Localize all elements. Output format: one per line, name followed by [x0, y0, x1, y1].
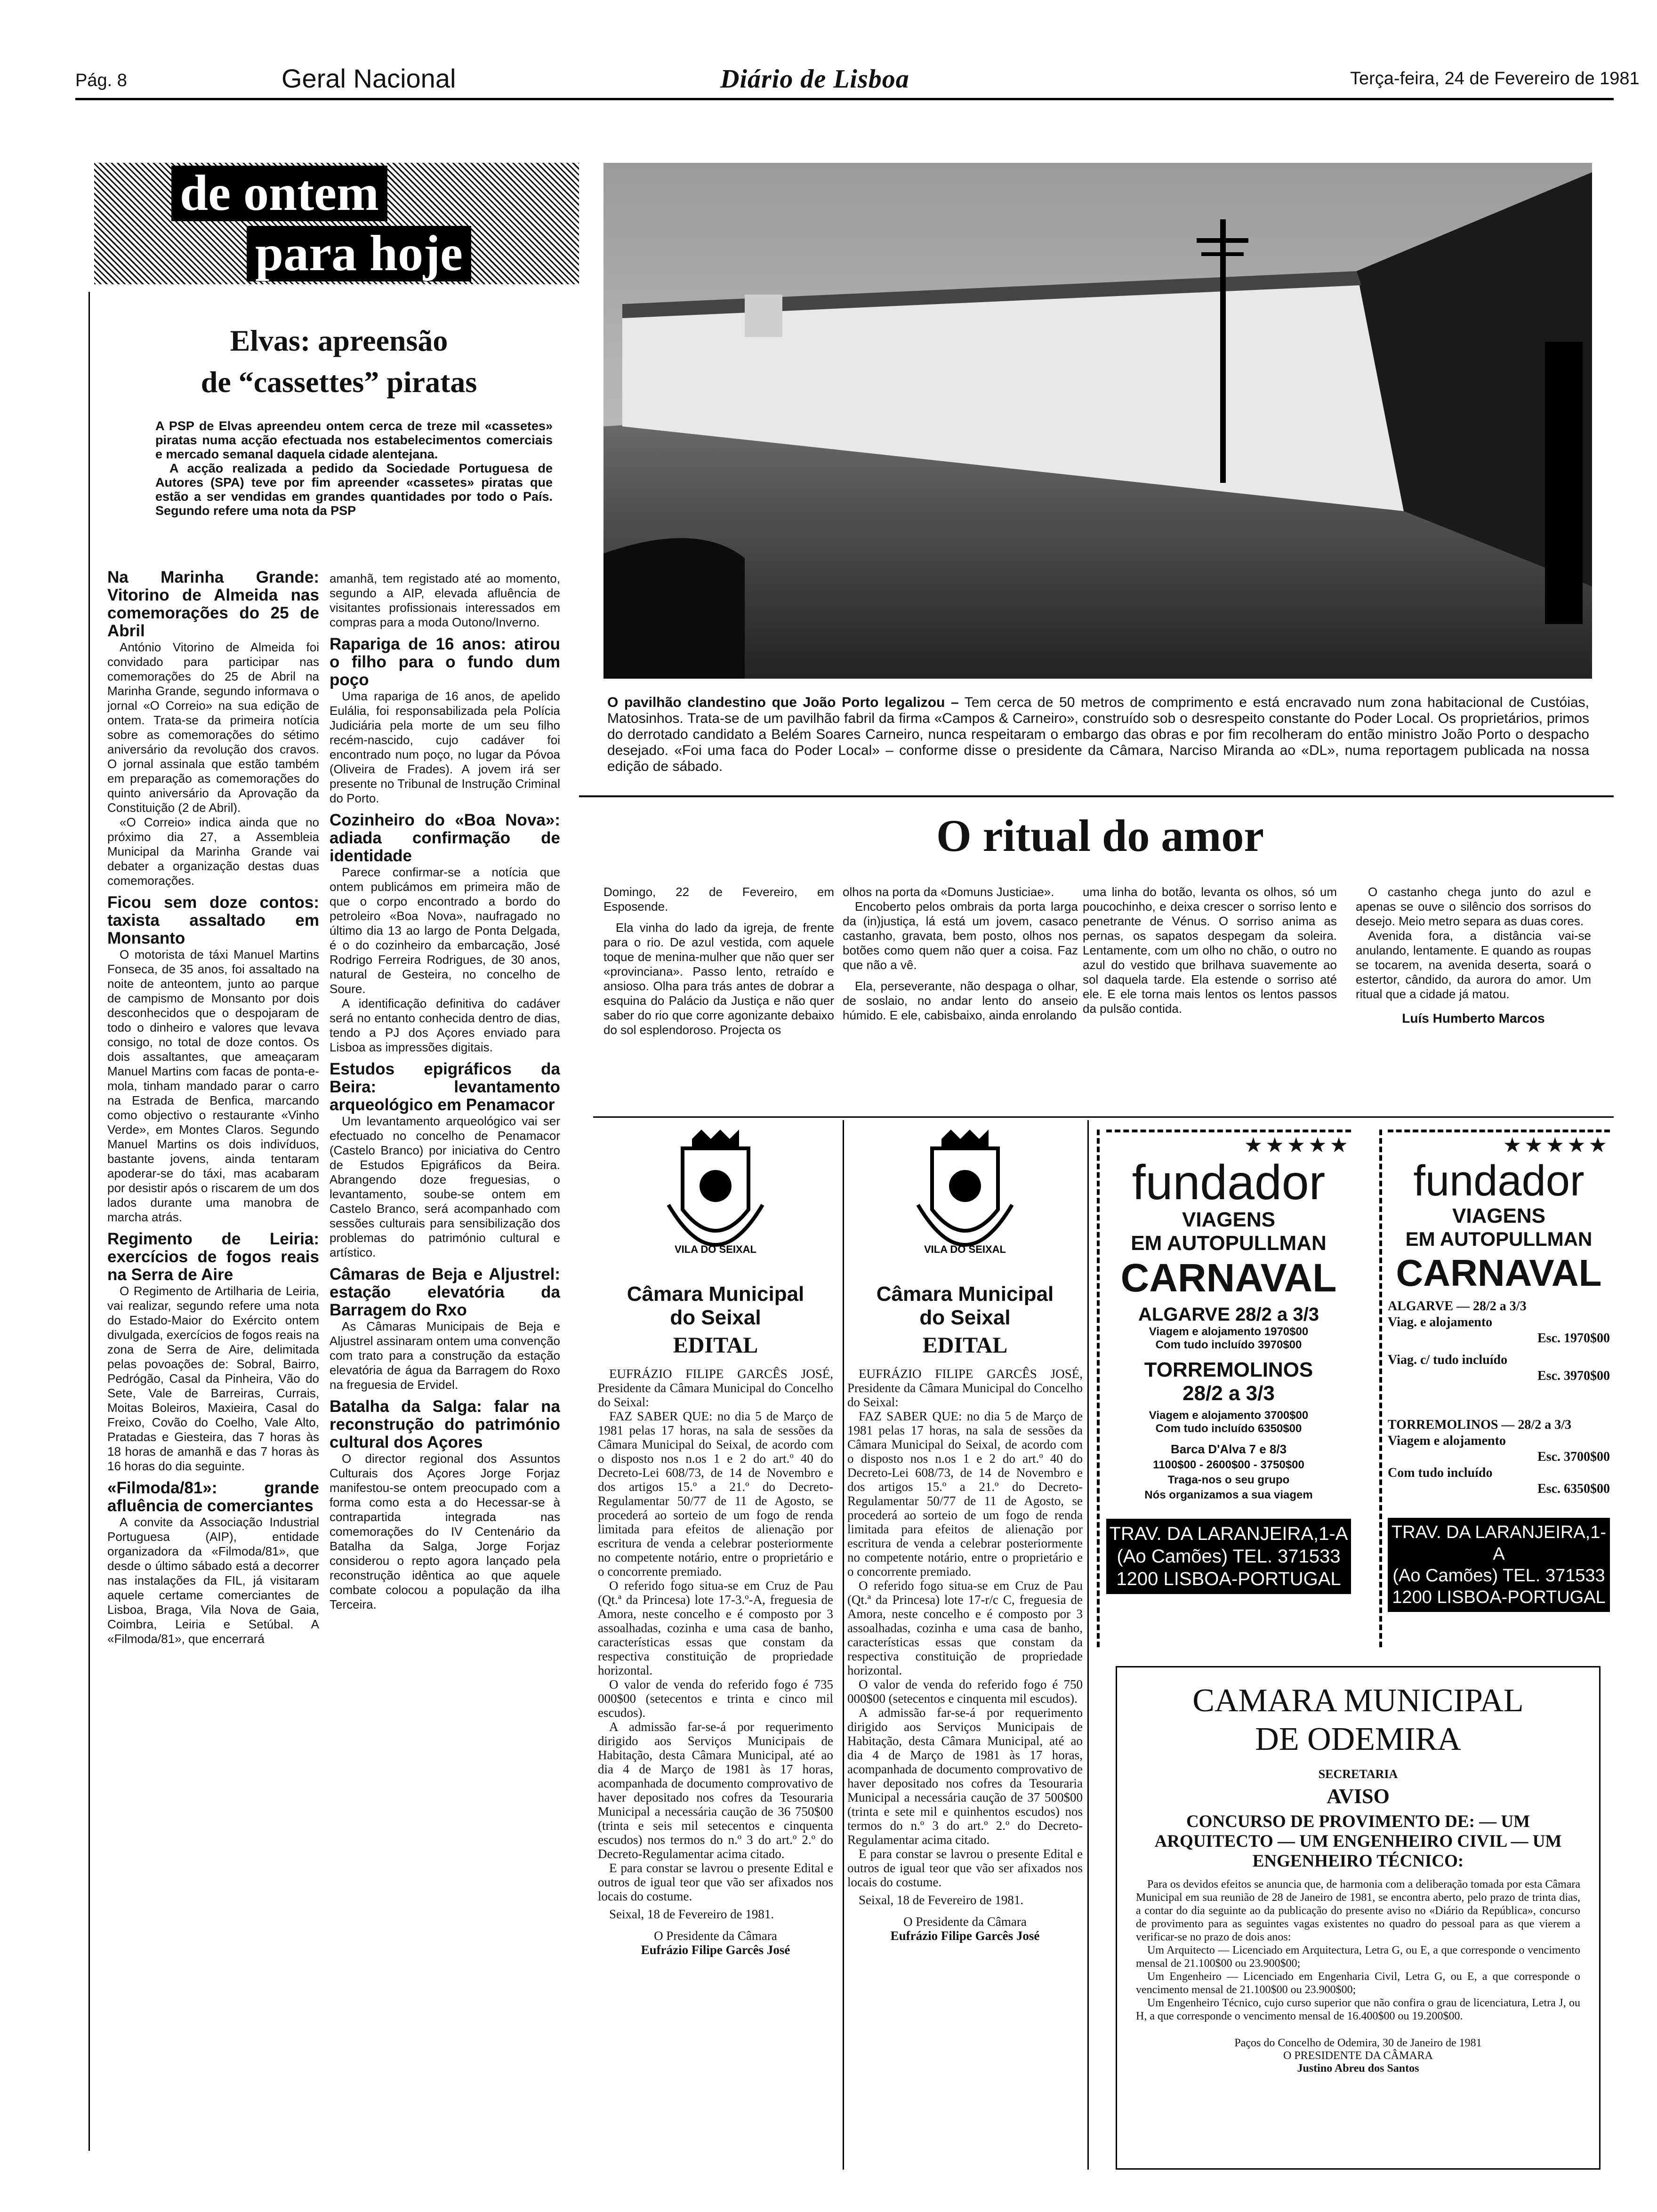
ritual-text: uma linha do botão, levanta os olhos, só um poucochinho, e deixa crescer o sorriso lento e penetrante de Vénus. O sorriso anima as pernas, os sapatos despegam da soleira. Lentamente, com um olho no chão, o outro no azul do vestido que brilhava suavemente ao sol daquela tarde. Ela estende o sorriso até ele. E ele torna mais lentos os lentos passos da pulsão contida.: [1083, 885, 1337, 1016]
odemira-department: SECRETARIA: [1318, 1767, 1398, 1781]
stars-icon: ★★★★★: [1388, 1130, 1610, 1157]
fundador-brand: fundador: [1132, 1155, 1326, 1210]
ritual-text: Ela, perseverante, não despaga o olhar, de soslaio, no andar lento do anseio húmido. E ele, cabisbaixo, ainda enrolando: [843, 979, 1078, 1022]
stars-icon: ★★★★★: [1106, 1130, 1351, 1157]
fundador-line: TORREMOLINOS: [1144, 1358, 1313, 1381]
edital-org-line1: Câmara Municipal: [876, 1282, 1054, 1306]
odemira-aviso: AVISO: [1327, 1785, 1390, 1808]
edital-text: O valor de venda do referido fogo é 750 000$00 (setecentos e cinquenta mil escudos).: [847, 1677, 1083, 1706]
fundador-line: Esc. 3970$00: [1537, 1369, 1610, 1383]
caption-rule: [579, 795, 1614, 797]
edital-signature-title: O Presidente da Câmara: [654, 1929, 777, 1943]
fundador-line: Com tudo incluído: [1388, 1466, 1493, 1480]
edital-org-line1: Câmara Municipal: [627, 1282, 804, 1306]
banner-line2: para hoje: [247, 226, 471, 281]
fundador-line: Barca D'Alva 7 e 8/3: [1170, 1442, 1287, 1456]
article-text: Um levantamento arqueológico vai ser efectuado no concelho de Penamacor (Castelo Branco) por iniciativa do Centro de Estudos Epigráficos da Beira. Abrangendo doze freguesias, o levantamento, soube-se ontem em Castelo Branco, será acompanhado com sessões culturais para sensibilização dos problemas do património cultural e artístico.: [330, 1114, 560, 1259]
seixal-crest-icon: [847, 1130, 1083, 1271]
article-text: António Vitorino de Almeida foi convidado para participar nas comemorações do 25 de Abril na Marinha Grande, segundo informava o jornal «O Correio» na sua edição de ontem. Trata-se da primeira notícia sobre as comemorações do sétimo aniversário da revolução dos cravos. O jornal assinala que estão também em preparação as comemorações do quinto aniversário da Aprovação da Constituição (2 de Abril).: [107, 640, 319, 815]
fundador-address: (Ao Camões) TEL. 371533: [1392, 1566, 1605, 1586]
ritual-text: Domingo, 22 de Fevereiro, em Esposende.: [603, 885, 834, 914]
photo-pavilhao: [603, 163, 1592, 679]
edital-text: O referido fogo situa-se em Cruz de Pau (Qt.ª da Princesa) lote 17-3.º-A, freguesia de Amora, neste concelho e é composto por 3 assoalhadas, cozinha e uma casa de banho, características essas que constam da respectiva constituição de propriedade horizontal.: [598, 1579, 833, 1677]
lead-paragraph-2: A acção realizada a pedido da Sociedade Portuguesa de Autores (SPA) teve por fim apreender «cassetes» piratas que estão a ser vendidas em grandes quantidades por todo o País. Segundo refere uma nota da PSP: [155, 461, 553, 518]
odemira-signature-name: Justino Abreu dos Santos: [1297, 2062, 1419, 2075]
ritual-column-1: [603, 885, 834, 1037]
edital-text: FAZ SABER QUE: no dia 5 de Março de 1981 pelas 17 horas, na sala de sessões da Câmara Municipal do Seixal, de acordo com o disposto nos n.os 1 e 2 do art.º 40 do Decreto-Lei 608/73, de 14 de Novembro e dos artigos 15.º a 21.º do Decreto-Regulamentar 50/77 de 11 de Agosto, se procederá ao sorteio de um fogo de renda limitada para efeitos de alienação por escritura de venda a celebrar posteriormente no competente notário, entre o proprietário e o concorrente premiado.: [847, 1409, 1083, 1579]
photo-caption-text: Tem cerca de 50 metros de comprimento e está encravado num zona habitacional de Custóias, Matosinhos. Trata-se de um pavilhão fabril da firma «Campos & Carneiro», construído sob o desrespeito constante do Poder Local. Os proprietários, primos do derrotado candidato a Belém Soares Carneiro, nunca respeitaram o embargo das obras e por fim recolheram do então ministro João Porto o despacho desejado. «Foi uma faca do Poder Local» – conforme disse o presidente da Câmara, Narciso Miranda ao «DL», numa reportagem publicada na nossa edição de sábado.: [607, 695, 1589, 774]
headline-boa-nova: Cozinheiro do «Boa Nova»: adiada confirmação de identidade: [330, 811, 560, 865]
edital-text: FAZ SABER QUE: no dia 5 de Março de 1981 pelas 17 horas, na sala de sessões da Câmara Municipal do Seixal, de acordo com o disposto nos n.os 1 e 2 do art.º 40 do Decreto-Lei 608/73, de 14 de Novembro e dos artigos 15.º a 21.º do Decreto-Regulamentar 50/77 de 11 de Agosto, se procederá ao sorteio de um fogo de renda limitada para efeitos de alienação por escritura de venda a celebrar posteriormente no competente notário, entre o proprietário e o concorrente premiado.: [598, 1409, 833, 1579]
fundador-address-box: [1388, 1518, 1610, 1612]
news-column-1: [107, 569, 319, 2150]
headline-filmoda: «Filmoda/81»: grande afluência de comerciantes: [107, 1479, 319, 1515]
ritual-author: Luís Humberto Marcos: [1402, 1011, 1545, 1026]
lead-headline: [104, 320, 574, 403]
ritual-column-2: [843, 885, 1078, 1023]
ritual-column-3: [1083, 885, 1337, 1016]
edital-signature-title: O Presidente da Câmara: [903, 1915, 1027, 1929]
edital-date: Seixal, 18 de Fevereiro de 1981.: [859, 1893, 1024, 1907]
article-text: Uma rapariga de 16 anos, de apelido Eulália, foi responsabilizada pela Polícia Judiciária pela morte de um seu filho recém-nascido, cujo cadáver foi encontrado num poço, no lugar da Póvoa (Oliveira de Frades). A jovem irá ser presente no Tribunal de Instrução Criminal do Porto.: [330, 689, 560, 805]
edital-heading: EDITAL: [922, 1333, 1008, 1358]
lead-text: [155, 419, 553, 518]
fundador-line: VIAGENS: [1182, 1208, 1276, 1231]
ritual-text: Ela vinha do lado da igreja, de frente para o rio. De azul vestida, com aquele toque de menina-mulher que não quer ser «provinciana». Passo lento, retraído e ansioso. Olha para trás antes de dobrar a esquina do Palácio da Justiça e não quer saber do rio que corre agonizante debaixo do sol esplendoroso. Projecta os: [603, 921, 834, 1037]
crest-text: VILA DO SEIXAL: [924, 1243, 1006, 1255]
header-rule: [75, 98, 1614, 100]
edital-org-line2: do Seixal: [919, 1306, 1011, 1329]
article-text: Parece confirmar-se a notícia que ontem publicámos em primeira mão de que o corpo encontrado a bordo do petroleiro «Boa Nova», naufragado no último dia 13 ao largo de Ponta Delgada, é o do cozinheiro da embarcação, José Rodrigo Ferreira Rodrigues, de 30 anos, natural de Gesteira, no concelho de Soure.: [330, 865, 560, 996]
odemira-date: Paços do Concelho de Odemira, 30 de Janeiro de 1981: [1234, 2037, 1482, 2049]
edital-signature-name: Eufrázio Filipe Garcês José: [890, 1929, 1040, 1943]
fundador-line: Viagem e alojamento 3700$00: [1149, 1409, 1309, 1422]
odemira-heading: CONCURSO DE PROVIMENTO DE: — UM ARQUITECTO — UM ENGENHEIRO CIVIL — UM ENGENHEIRO TÉCNICO:: [1154, 1812, 1562, 1871]
fundador-address-box: [1106, 1519, 1351, 1594]
headline-epigraficos: Estudos epigráficos da Beira: levantamento arqueológico em Penamacor: [330, 1060, 560, 1114]
article-text: A convite da Associação Industrial Portuguesa (AIP), entidade organizadora da «Filmoda/81», que desde o último sábado está a decorrer nas instalações da FIL, já visitaram aquele certame comerciantes de Lisboa, Braga, Vila Nova de Gaia, Coimbra, Leiria e Setúbal. A «Filmoda/81», que encerrará: [107, 1515, 319, 1646]
odemira-body: [1136, 1878, 1580, 2023]
lead-paragraph-1: A PSP de Elvas apreendeu ontem cerca de treze mil «cassetes» piratas numa acção efectuada nos estabelecimentos comerciais e mercado semanal daquela cidade alentejana.: [155, 419, 553, 461]
edital-org-line2: do Seixal: [670, 1306, 761, 1329]
odemira-text: Um Engenheiro — Licenciado em Engenharia Civil, Letra G, ou E, a que corresponde o vencimento mensal de 21.100$00 ou 23.900$00;: [1136, 1971, 1580, 1996]
odemira-signature-title: O PRESIDENTE DA CÂMARA: [1283, 2050, 1433, 2062]
edital-text: A admissão far-se-á por requerimento dirigido aos Serviços Municipais de Habitação, desta Câmara Municipal, até ao dia 4 de Março de 1981 às 17 horas, acompanhada de documento comprovativo de haver depositado nos cofres da Tesouraria Municipal a necessária caução de 36 750$00 (trinta e seis mil setecentos e cinquenta escudos) nos termos do n.º 3 do art.º 2.º do Decreto-Regulamentar acima citado.: [598, 1720, 833, 1861]
ritual-column-4: [1356, 885, 1591, 1026]
edital-body: [847, 1367, 1083, 2049]
fundador-line: Com tudo incluído 6350$00: [1155, 1422, 1302, 1435]
odemira-text: Para os devidos efeitos se anuncia que, de harmonia com a deliberação tomada por esta Câmara Municipal em sua reunião de 28 de Janeiro de 1981, se encontra aberto, pelo prazo de trinta dias, a contar do dia seguinte ao da publicação do presente aviso no «Diário da República», concurso de provimento para as seguintes vagas existentes no quadro do pessoal para as que vierem a verificar-se no prazo de dois anos:: [1136, 1878, 1580, 1943]
fundador-line: Viag. e alojamento: [1388, 1315, 1493, 1330]
odemira-text: Um Arquitecto — Licenciado em Arquitectura, Letra G, ou E, a que corresponde o vencimento mensal de 21.100$00 ou 23.900$00;: [1136, 1944, 1580, 1970]
odemira-text: Um Engenheiro Técnico, cujo curso superior que não confira o grau de licenciatura, Letra J, ou H, a que corresponde o vencimento mensal de 16.400$00 ou 19.200$00.: [1136, 1997, 1580, 2022]
seixal-crest-icon: [598, 1130, 833, 1271]
fundador-line: ALGARVE — 28/2 a 3/3: [1388, 1299, 1527, 1314]
fundador-line: Traga-nos o seu grupo: [1167, 1474, 1290, 1486]
section-name: Geral Nacional: [282, 64, 456, 93]
headline-taxista: Ficou sem doze contos: taxista assaltado em Monsanto: [107, 893, 319, 947]
masthead: Diário de Lisboa: [720, 64, 909, 94]
edital-text: O referido fogo situa-se em Cruz de Pau (Qt.ª da Princesa) lote 17-r/c C, freguesia de Amora, neste concelho e é composto por 3 assoalhadas, cozinha e uma casa de banho, características essas que constam da respectiva constituição de propriedade horizontal.: [847, 1579, 1083, 1677]
ritual-text: Encoberto pelos ombrais da porta larga da (in)justiça, lá está um jovem, casaco castanho, gravata, bem posto, olhos nos botões como quem não quer a coisa. Faz que não a vê.: [843, 899, 1078, 972]
article-text: O motorista de táxi Manuel Martins Fonseca, de 35 anos, foi assaltado na noite de anteontem, junto ao parque de campismo de Monsanto por dois desconhecidos que o despojaram de todo o dinheiro e valores que levava consigo, no total de doze contos. Os dois assaltantes, que ameaçaram Manuel Martins com facas de ponta-e-mola, tinham mandado parar o carro na Estrada de Benfica, marcando como objectivo o restaurante «Vinho Verde», em Montes Claros. Segundo Manuel Martins os dois indivíduos, bastante jovens, ainda tentaram apoderar-se do táxi, mas acabaram por desistir após o riscarem de um dos lados durante uma manobra de marcha atrás.: [107, 947, 319, 1224]
edital-1: [598, 1130, 833, 2165]
odemira-notice: [1116, 1666, 1601, 2170]
headline-rapariga: Rapariga de 16 anos: atirou o filho para o fundo dum poço: [330, 635, 560, 689]
fundador-line: Esc. 1970$00: [1537, 1331, 1610, 1346]
fundador-line: Esc. 3700$00: [1537, 1450, 1610, 1464]
edital-divider: [843, 1120, 844, 2170]
ritual-headline: O ritual do amor: [936, 810, 1264, 861]
fundador-line: Esc. 6350$00: [1537, 1482, 1610, 1496]
headline-batalha-salga: Batalha da Salga: falar na reconstrução do património cultural dos Açores: [330, 1397, 560, 1451]
edital-date: Seixal, 18 de Fevereiro de 1981.: [609, 1907, 774, 1921]
edital-text: O valor de venda do referido fogo é 735 000$00 (setecentos e trinta e cinco mil escudos).: [598, 1677, 833, 1720]
banner-line1: de ontem: [171, 166, 387, 221]
fundador-line: VIAGENS: [1452, 1204, 1546, 1227]
article-text: O director regional dos Assuntos Culturais dos Açores Jorge Forjaz manifestou-se ontem preocupado com a forma como esta a do Hecessar-se à contrapartida integrada nas comemorações do IV Centenário da Batalha da Salga, Jorge Forjaz considerou o repto agora lançado pela reconstrução idêntica ao que aquele combate colocou a população da ilha Terceira.: [330, 1451, 560, 1611]
fundador-ad-1: [1097, 1130, 1351, 1647]
edital-heading: EDITAL: [673, 1333, 758, 1358]
headline-beja-aljustrel: Câmaras de Beja e Aljustrel: estação elevatória da Barragem do Rxo: [330, 1265, 560, 1319]
ritual-text: O castanho chega junto do azul e apenas se ouve o silêncio dos sorrisos do desejo. Meio metro separa as duas cores.: [1356, 885, 1591, 928]
news-column-2: [330, 571, 560, 2150]
fundador-line: Viagem e alojamento: [1388, 1434, 1506, 1448]
fundador-brand: fundador: [1413, 1157, 1585, 1205]
fundador-line: Com tudo incluído 3970$00: [1155, 1338, 1302, 1351]
odemira-title: CAMARA MUNICIPAL: [1192, 1683, 1524, 1719]
fundador-ad-2: [1379, 1130, 1610, 1647]
fundador-line: Nós organizamos a sua viagem: [1144, 1489, 1313, 1501]
ritual-text: olhos na porta da «Domuns Justiciae».: [843, 885, 1054, 899]
fundador-line: 1100$00 - 2600$00 - 3750$00: [1153, 1459, 1304, 1471]
fundador-line: EM AUTOPULLMAN: [1405, 1228, 1593, 1250]
fundador-line: Viag. c/ tudo incluído: [1388, 1353, 1508, 1367]
ads-top-rule: [593, 1116, 1614, 1118]
edital-body: [598, 1367, 833, 2049]
fundador-address: 1200 LISBOA-PORTUGAL: [1392, 1587, 1606, 1607]
page-number: Pág. 8: [75, 71, 127, 90]
lead-headline-line1: Elvas: apreensão: [230, 324, 448, 357]
fundador-line: ALGARVE 28/2 a 3/3: [1138, 1304, 1319, 1325]
photo-caption: [607, 695, 1589, 775]
ritual-text: Avenida fora, a distância vai-se anulando, lentamente. E quando as roupas se tocarem, na avenida deserta, soará o estertor, cândido, da aurora do amor. Um ritual que a cidade já matou.: [1356, 929, 1591, 1001]
fundador-address: 1200 LISBOA-PORTUGAL: [1116, 1569, 1341, 1589]
edital-text: E para constar se lavrou o presente Edital e outros de igual teor que vão ser afixados nos locais do costume.: [847, 1847, 1083, 1889]
page-date: Terça-feira, 24 de Fevereiro de 1981: [1350, 69, 1640, 88]
fundador-carnaval: CARNAVAL: [1396, 1252, 1602, 1294]
lead-headline-line2: de “cassettes” piratas: [201, 365, 477, 399]
article-text: amanhã, tem registado até ao momento, segundo a AIP, elevada afluência de visitantes profissionais interessados em compras para a moda Outono/Inverno.: [330, 571, 560, 629]
edital-text: EUFRÁZIO FILIPE GARCÊS JOSÉ, Presidente da Câmara Municipal do Concelho do Seixal:: [598, 1367, 833, 1409]
photo-illustration: [603, 163, 1592, 679]
fundador-carnaval: CARNAVAL: [1120, 1256, 1337, 1300]
article-text: «O Correio» indica ainda que no próximo dia 27, a Assembleia Municipal da Marinha Grande vai debater a organização destas duas comemorações.: [107, 815, 319, 888]
edital-text: A admissão far-se-á por requerimento dirigido aos Serviços Municipais de Habitação, desta Câmara Municipal, até ao dia 4 de Março de 1981 às 17 horas, acompanhada de documento comprovativo de haver depositado nos cofres da Tesouraria Municipal a necessária caução de 37 500$00 (trinta e sete mil e quinhentos escudos) nos termos do n.º 3 do art.º 2.º do Decreto-Regulamentar acima citado.: [847, 1706, 1083, 1847]
left-column-rule: [88, 292, 90, 2151]
photo-caption-lead: O pavilhão clandestino que João Porto legalizou –: [607, 695, 959, 710]
edital-2: [847, 1130, 1083, 2165]
fundador-address: (Ao Camões) TEL. 371533: [1117, 1546, 1341, 1567]
edital-text: E para constar se lavrou o presente Edital e outros de igual teor que vão ser afixados nos locais do costume.: [598, 1861, 833, 1903]
article-text: O Regimento de Artilharia de Leiria, vai realizar, segundo refere uma nota do Estado-Maior do Exército ontem divulgada, exercícios de fogos reais na zona de Serra de Aire, delimitada pelas povoações de: Sobral, Bairro, Pedrógão, Casal da Pinheira, Vão do Sete, Vale de Barreiras, Currais, Moitas Boleiros, Maxieira, Casal do Freixo, Covão do Coelho, Vale Alto, Pratadas e Giesteira, das 7 horas às 18 horas de amanhã e das 7 horas às 16 horas do dia seguinte.: [107, 1284, 319, 1473]
fundador-line: TORREMOLINOS — 28/2 a 3/3: [1388, 1418, 1571, 1432]
fundador-line: 28/2 a 3/3: [1182, 1382, 1275, 1405]
fundador-address: TRAV. DA LARANJEIRA,1-A: [1109, 1523, 1348, 1544]
article-text: As Câmaras Municipais de Beja e Aljustrel assinaram ontem uma convenção com trato para a construção da estação elevatória de água da Barragem do Roxo na freguesia de Ervidel.: [330, 1319, 560, 1392]
crest-text: VILA DO SEIXAL: [675, 1243, 756, 1255]
edital-divider: [1087, 1120, 1089, 2170]
headline-regimento-leiria: Regimento de Leiria: exercícios de fogos reais na Serra de Aire: [107, 1230, 319, 1284]
edital-text: EUFRÁZIO FILIPE GARCÊS JOSÉ, Presidente da Câmara Municipal do Concelho do Seixal:: [847, 1367, 1083, 1409]
article-text: A identificação definitiva do cadáver será no entanto conhecida dentro de dias, tendo a PJ dos Açores enviado para Lisboa as impressões digitais.: [330, 996, 560, 1054]
headline-marinha-grande: Na Marinha Grande: Vitorino de Almeida nas comemorações do 25 de Abril: [107, 569, 319, 640]
fundador-line: Viagem e alojamento 1970$00: [1149, 1325, 1309, 1338]
fundador-address: TRAV. DA LARANJEIRA,1-A: [1391, 1523, 1607, 1564]
fundador-line: EM AUTOPULLMAN: [1131, 1232, 1327, 1255]
odemira-title: DE ODEMIRA: [1255, 1721, 1461, 1757]
edital-signature-name: Eufrázio Filipe Garcês José: [641, 1943, 790, 1957]
